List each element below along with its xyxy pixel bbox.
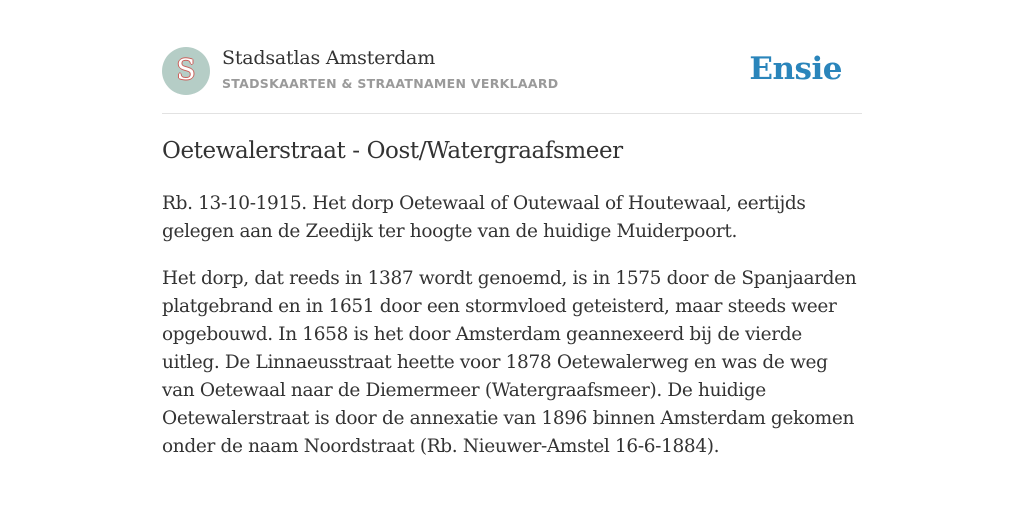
site-subtitle: STADSKAARTEN & STRAATNAMEN VERKLAARD bbox=[222, 76, 559, 91]
site-title[interactable]: Stadsatlas Amsterdam bbox=[222, 47, 436, 69]
avatar-letter: S bbox=[176, 53, 196, 86]
avatar[interactable] bbox=[162, 47, 210, 95]
divider bbox=[162, 113, 862, 114]
header bbox=[162, 46, 862, 96]
entry-paragraph-2: Het dorp, dat reeds in 1387 wordt genoemd, is in 1575 door de Spanjaarden platgebrand en in 1651 door een stormvloed geteisterd, maar steeds weer opgebouwd. In 1658 is het door Amsterdam geannexeerd bij de vierde uitleg. De Linnaeusstraat heette voor 1878 Oetewalerweg en was de weg van Oetewaal naar de Diemermeer (Watergraafsmeer). De huidige Oetewalerstraat is door de annexatie van 1896 binnen Amsterdam gekomen onder de naam Noordstraat (Rb. Nieuwer-Amstel 16-6-1884). bbox=[162, 268, 857, 457]
entry-paragraph-1: Rb. 13-10-1915. Het dorp Oetewaal of Outewaal of Houtewaal, eertijds gelegen aan de Zeedijk ter hoogte van de huidige Muiderpoort. bbox=[162, 193, 806, 242]
brand-logo[interactable]: Ensie bbox=[749, 51, 842, 87]
page-title: Oetewalerstraat - Oost/Watergraafsmeer bbox=[162, 138, 623, 164]
